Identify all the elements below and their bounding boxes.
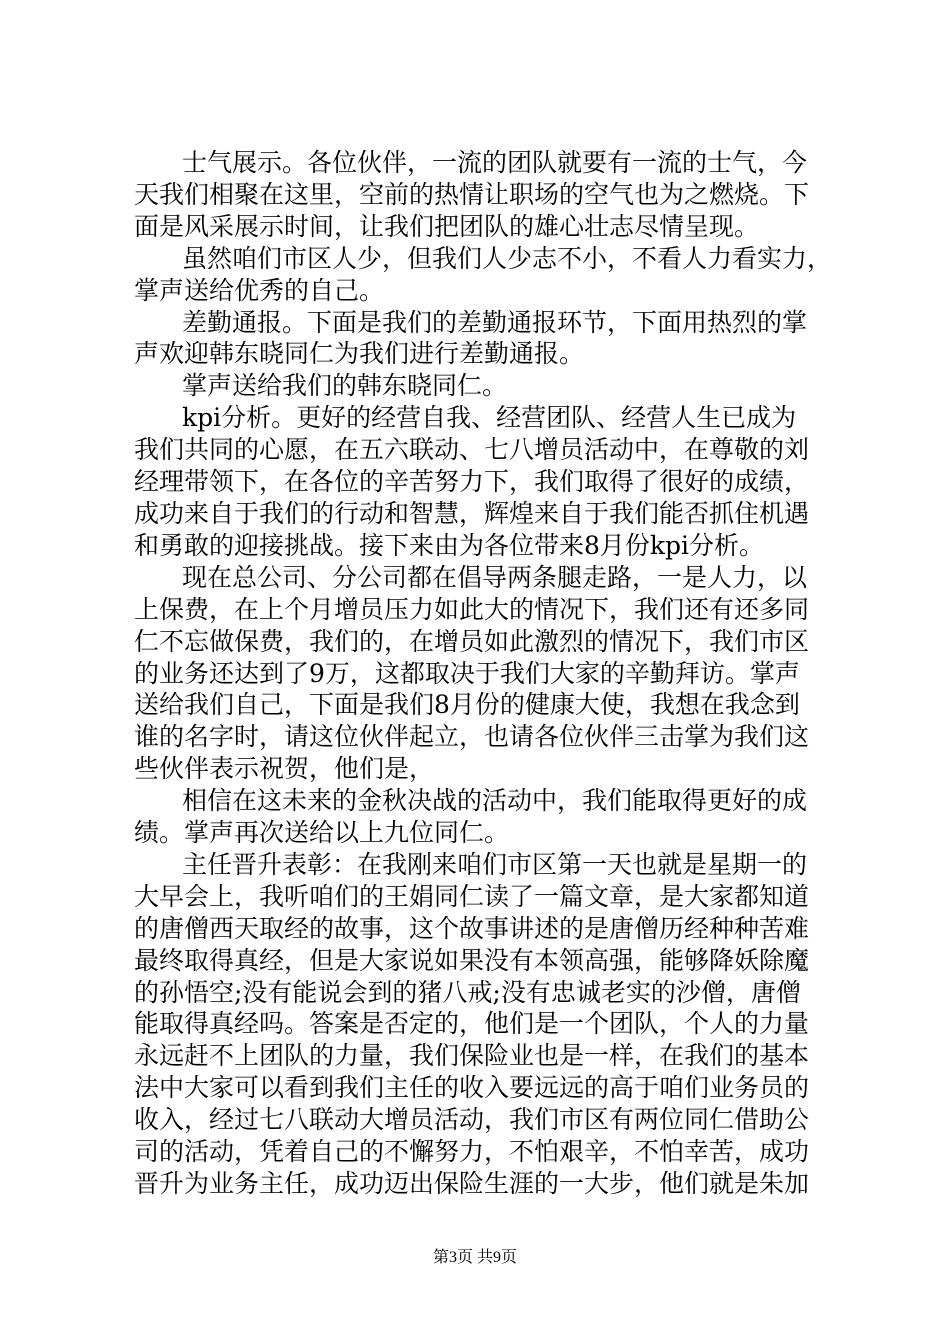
paragraph bbox=[134, 370, 839, 402]
text-line: 的业务还达到了9万，这都取决于我们大家的辛勤拜访。掌声 bbox=[134, 658, 800, 688]
text-line: 士气展示。各位伙伴，一流的团队就要有一流的士气，今 bbox=[182, 148, 808, 177]
text-line: 司的活动，凭着自己的不懈努力，不怕艰辛，不怕幸苦，成功 bbox=[134, 1137, 810, 1167]
text-line: 成功来自于我们的行动和智慧，辉煌来自于我们能否抓住机遇 bbox=[134, 498, 810, 528]
page-footer: 第3页 共9页 bbox=[432, 1249, 517, 1266]
text-line: 上保费，在上个月增员压力如此大的情况下，我们还有还多同 bbox=[134, 594, 810, 624]
text-line: 能取得真经吗。答案是否定的，他们是一个团队，个人的力量 bbox=[134, 1009, 810, 1039]
text-line: 面是风采展示时间，让我们把团队的雄心壮志尽情呈现。 bbox=[134, 211, 760, 241]
text-line: 天我们相聚在这里，空前的热情让职场的空气也为之燃烧。下 bbox=[134, 179, 810, 209]
text-line: 掌声送给优秀的自己。 bbox=[134, 275, 385, 305]
text-line: 最终取得真经，但是大家说如果没有本领高强，能够降妖除魔 bbox=[134, 945, 810, 975]
text-line: 差勤通报。下面是我们的差勤通报环节，下面用热烈的掌 bbox=[182, 307, 808, 337]
paragraph bbox=[134, 307, 839, 371]
text-line: 仁不忘做保费，我们的，在增员如此激烈的情况下，我们市区 bbox=[134, 626, 810, 656]
text-line: kpi分析。更好的经营自我、经营团队、经营人生已成为 bbox=[182, 403, 797, 433]
text-line: 声欢迎韩东晓同仁为我们进行差勤通报。 bbox=[134, 339, 585, 369]
text-line: 经理带领下，在各位的辛苦努力下，我们取得了很好的成绩， bbox=[134, 467, 810, 497]
text-line: 的孙悟空;没有能说会到的猪八戒;没有忠诚老实的沙僧，唐僧 bbox=[134, 977, 801, 1007]
text-line: 永远赶不上团队的力量，我们保险业也是一样，在我们的基本 bbox=[134, 1041, 810, 1071]
text-line: 我们共同的心愿，在五六联动、七八增员活动中，在尊敬的刘 bbox=[134, 435, 810, 465]
text-line: 主任晋升表彰：在我刚来咱们市区第一天也就是星期一的 bbox=[182, 849, 808, 879]
text-line: 法中大家可以看到我们主任的收入要远远的高于咱们业务员的 bbox=[134, 1073, 810, 1103]
paragraph bbox=[134, 243, 839, 307]
paragraph bbox=[134, 147, 839, 243]
text-line: 相信在这未来的金秋决战的活动中，我们能取得更好的成 bbox=[182, 786, 808, 816]
text-line: 绩。掌声再次送给以上九位同仁。 bbox=[134, 818, 510, 848]
text-line: 送给我们自己，下面是我们8月份的健康大使，我想在我念到 bbox=[134, 690, 800, 720]
text-line: 的唐僧西天取经的故事，这个故事讲述的是唐僧历经种种苦难 bbox=[134, 913, 810, 943]
text-line: 谁的名字时，请这位伙伴起立，也请各位伙伴三击掌为我们这 bbox=[134, 722, 810, 752]
paragraph bbox=[134, 562, 839, 785]
paragraph bbox=[134, 402, 839, 562]
document-body bbox=[134, 147, 839, 1200]
text-line: 现在总公司、分公司都在倡导两条腿走路，一是人力，以 bbox=[182, 562, 808, 592]
text-line: 收入，经过七八联动大增员活动，我们市区有两位同仁借助公 bbox=[134, 1105, 810, 1135]
paragraph bbox=[134, 849, 839, 1200]
text-line: 和勇敢的迎接挑战。接下来由为各位带来8月份kpi分析。 bbox=[134, 530, 765, 560]
paragraph bbox=[134, 785, 839, 849]
text-line: 大早会上，我听咱们的王娟同仁读了一篇文章，是大家都知道 bbox=[134, 881, 810, 911]
text-line: 晋升为业务主任，成功迈出保险生涯的一大步，他们就是朱加 bbox=[134, 1169, 810, 1198]
text-line: 掌声送给我们的韩东晓同仁。 bbox=[182, 371, 508, 401]
text-line: 些伙伴表示祝贺，他们是， bbox=[134, 754, 435, 784]
text-line: 虽然咱们市区人少，但我们人少志不小，不看人力看实力， bbox=[182, 243, 833, 273]
